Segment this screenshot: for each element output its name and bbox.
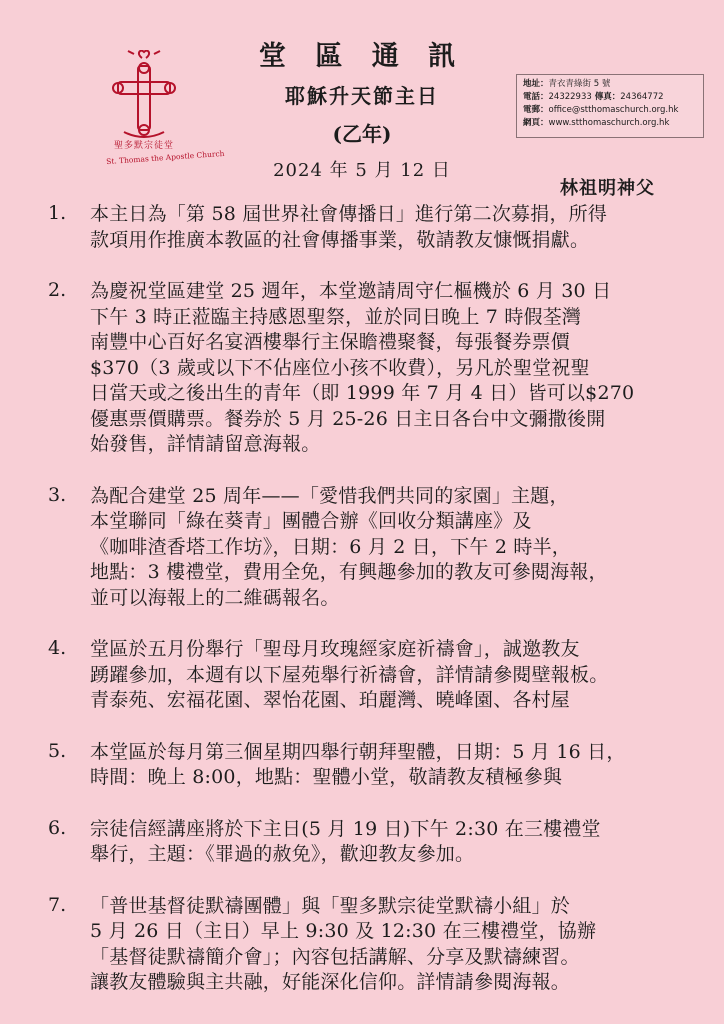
announcement-item bbox=[48, 202, 710, 253]
item-text-line: 踴躍參加，本週有以下屋苑舉行祈禱會，詳情請參閱壁報板。 bbox=[90, 663, 609, 686]
fax-value: 24364772 bbox=[620, 92, 664, 102]
item-text-line: 舉行，主題：《罪過的赦免》，歡迎教友參加。 bbox=[90, 843, 475, 865]
item-number: 1. bbox=[48, 202, 67, 224]
announcement-item bbox=[48, 816, 710, 868]
phone-value: 24322933 bbox=[548, 92, 592, 102]
item-text-line: 並可以海報上的二維碼報名。 bbox=[90, 586, 340, 609]
item-text-line: 本主日為「第 58 屆世界社會傳播日」進行第二次募捐，所得 bbox=[90, 203, 608, 225]
email-value: office@stthomaschurch.org.hk bbox=[548, 105, 679, 115]
item-text-line: 地點：3 樓禮堂，費用全免，有興趣參加的教友可參閱海報， bbox=[90, 561, 608, 583]
item-number: 2. bbox=[48, 279, 67, 301]
web-value: www.stthomaschurch.org.hk bbox=[548, 118, 670, 128]
item-text-line: 為慶祝堂區建堂 25 週年，本堂邀請周守仁樞機於 6 月 30 日 bbox=[90, 280, 612, 302]
item-text-line: 讓教友體驗與主共融，好能深化信仰。詳情請參閱海報。 bbox=[90, 971, 571, 993]
contact-box bbox=[516, 74, 704, 138]
item-text-line: 南豐中心百好名宴酒樓舉行主保瞻禮聚餐，每張餐券票價 bbox=[90, 331, 571, 353]
announcement-item bbox=[48, 637, 710, 714]
logo-english-name: St. Thomas the Apostle Church bbox=[105, 148, 225, 167]
fax-label: 傳真： bbox=[591, 92, 621, 102]
item-text-line: 「基督徒默禱簡介會」；內容包括講解、分享及默禱練習。 bbox=[90, 945, 580, 968]
item-text-line: 本堂聯同「綠在葵青」團體合辦《回收分類講座》及 bbox=[90, 510, 532, 532]
page-title: 堂 區 通 訊 bbox=[258, 41, 466, 72]
item-text-line: 款項用作推廣本教區的社會傳播事業，敬請教友慷慨捐獻。 bbox=[90, 228, 590, 251]
announcement-item bbox=[48, 739, 710, 791]
announcement-item bbox=[48, 279, 710, 458]
item-text-line: 《咖啡渣香塔工作坊》，日期：6 月 2 日，下午 2 時半， bbox=[90, 535, 571, 558]
item-text-line: $370（3 歲或以下不佔座位小孩不收費），另凡於聖堂祝聖 bbox=[90, 356, 590, 379]
item-text-line: 始發售，詳情請留意海報。 bbox=[90, 433, 321, 455]
feast-name: 耶穌升天節主日 bbox=[285, 84, 439, 108]
phone-label: 電話： bbox=[523, 92, 549, 102]
item-number: 6. bbox=[48, 816, 67, 839]
priest-name: 林祖明神父 bbox=[560, 178, 655, 199]
contact-address-row bbox=[523, 78, 697, 91]
item-text-line: 優惠票價購票。餐券於 5 月 25-26 日主日各台中文彌撒後開 bbox=[90, 407, 606, 430]
item-text-line: 為配合建堂 25 周年——「愛惜我們共同的家園」主題， bbox=[90, 484, 569, 507]
item-text-line: 堂區於五月份舉行「聖母月玫瑰經家庭祈禱會」，誠邀教友 bbox=[90, 638, 580, 660]
item-number: 3. bbox=[48, 483, 67, 506]
item-text-line: 日當天或之後出生的青年（即 1999 年 7 月 4 日）皆可以$270 bbox=[90, 382, 635, 404]
item-text-line: 「普世基督徒默禱團體」與「聖多默宗徒堂默禱小組」於 bbox=[90, 894, 571, 917]
bulletin-date: 2024 年 5 月 12 日 bbox=[273, 160, 451, 181]
address-label: 地址： bbox=[523, 79, 549, 89]
item-text-line: 本堂區於每月第三個星期四舉行朝拜聖體，日期：5 月 16 日， bbox=[90, 740, 626, 763]
item-number: 4. bbox=[48, 637, 67, 659]
item-text-line: 5 月 26 日（主日）早上 9:30 及 12:30 在三樓禮堂，協辦 bbox=[90, 920, 597, 942]
announcement-item bbox=[48, 893, 710, 996]
web-label: 網頁： bbox=[523, 118, 549, 128]
item-text-line: 下午 3 時正蒞臨主持感恩聖祭，並於同日晚上 7 時假荃灣 bbox=[90, 305, 582, 328]
address-value: 青衣青綠街 5 號 bbox=[548, 79, 611, 89]
announcement-list bbox=[48, 202, 710, 1022]
item-number: 7. bbox=[48, 893, 67, 916]
item-text-line: 時間：晚上 8:00，地點：聖體小堂，敬請教友積極參與 bbox=[90, 766, 563, 788]
item-text-line: 青泰苑、宏福花園、翠怡花園、珀麗灣、曉峰園、各村屋 bbox=[90, 689, 571, 711]
email-label: 電郵： bbox=[523, 105, 549, 115]
contact-web-row bbox=[523, 117, 697, 130]
contact-phone-row bbox=[523, 91, 697, 104]
contact-email-row bbox=[523, 104, 697, 117]
announcement-item bbox=[48, 483, 710, 612]
logo-chinese-name: 聖多默宗徒堂 bbox=[114, 141, 175, 151]
item-text-line: 宗徒信經講座將於下主日(5 月 19 日)下午 2:30 在三樓禮堂 bbox=[90, 817, 601, 840]
liturgical-year: (乙年) bbox=[332, 122, 392, 146]
item-number: 5. bbox=[48, 739, 67, 762]
